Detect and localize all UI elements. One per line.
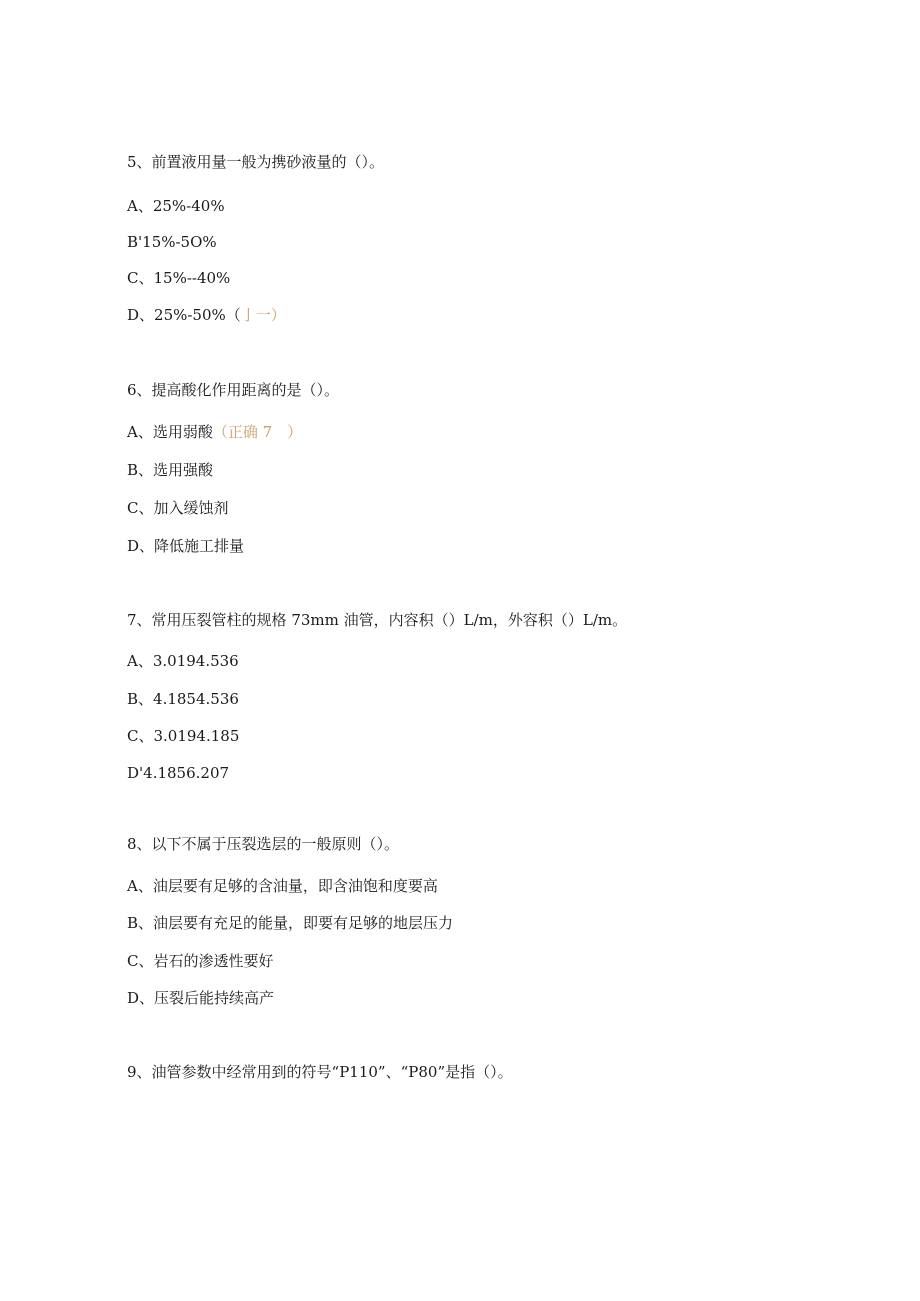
question-5-option-d: D、25%-50%（亅一）	[127, 306, 286, 324]
question-5-stem: 5、前置液用量一般为携砂液量的（）。	[127, 153, 385, 171]
question-8-stem: 8、以下不属于压裂选层的一般原则（）。	[127, 835, 400, 853]
question-6-option-a: A、选用弱酸（正确 7 ）	[127, 423, 303, 441]
question-5-option-c: C、15%--40%	[127, 269, 231, 287]
question-6-option-d: D、降低施工排量	[127, 537, 245, 555]
question-7-option-a: A、3.0194.536	[127, 652, 239, 670]
question-7-option-c: C、3.0194.185	[127, 727, 240, 745]
question-9-stem: 9、油管参数中经常用到的符号“P110”、“P80”是指（）。	[127, 1063, 513, 1081]
question-7-option-d: D'4.1856.207	[127, 764, 230, 782]
question-6-option-b: B、选用强酸	[127, 461, 214, 479]
question-8-option-a: A、油层要有足够的含油量，即含油饱和度要高	[127, 877, 438, 895]
question-7-option-b: B、4.1854.536	[127, 690, 239, 708]
question-8-option-c: C、岩石的渗透性要好	[127, 952, 274, 970]
question-8-option-d: D、压裂后能持续高产	[127, 989, 275, 1007]
question-7-stem: 7、常用压裂管柱的规格 73mm 油管，内容积（）L/m，外容积（）L/m。	[127, 611, 628, 629]
answer-mark: （正确 7 ）	[212, 423, 303, 441]
answer-mark: 亅一）	[240, 306, 286, 324]
question-8-option-b: B、油层要有充足的能量，即要有足够的地层压力	[127, 914, 454, 932]
question-6-stem: 6、提高酸化作用距离的是（）。	[127, 381, 340, 399]
question-6-option-c: C、加入缓蚀剂	[127, 499, 229, 517]
question-5-option-b: B'15%-5O%	[127, 233, 217, 251]
question-5-option-a: A、25%-40%	[127, 197, 225, 215]
